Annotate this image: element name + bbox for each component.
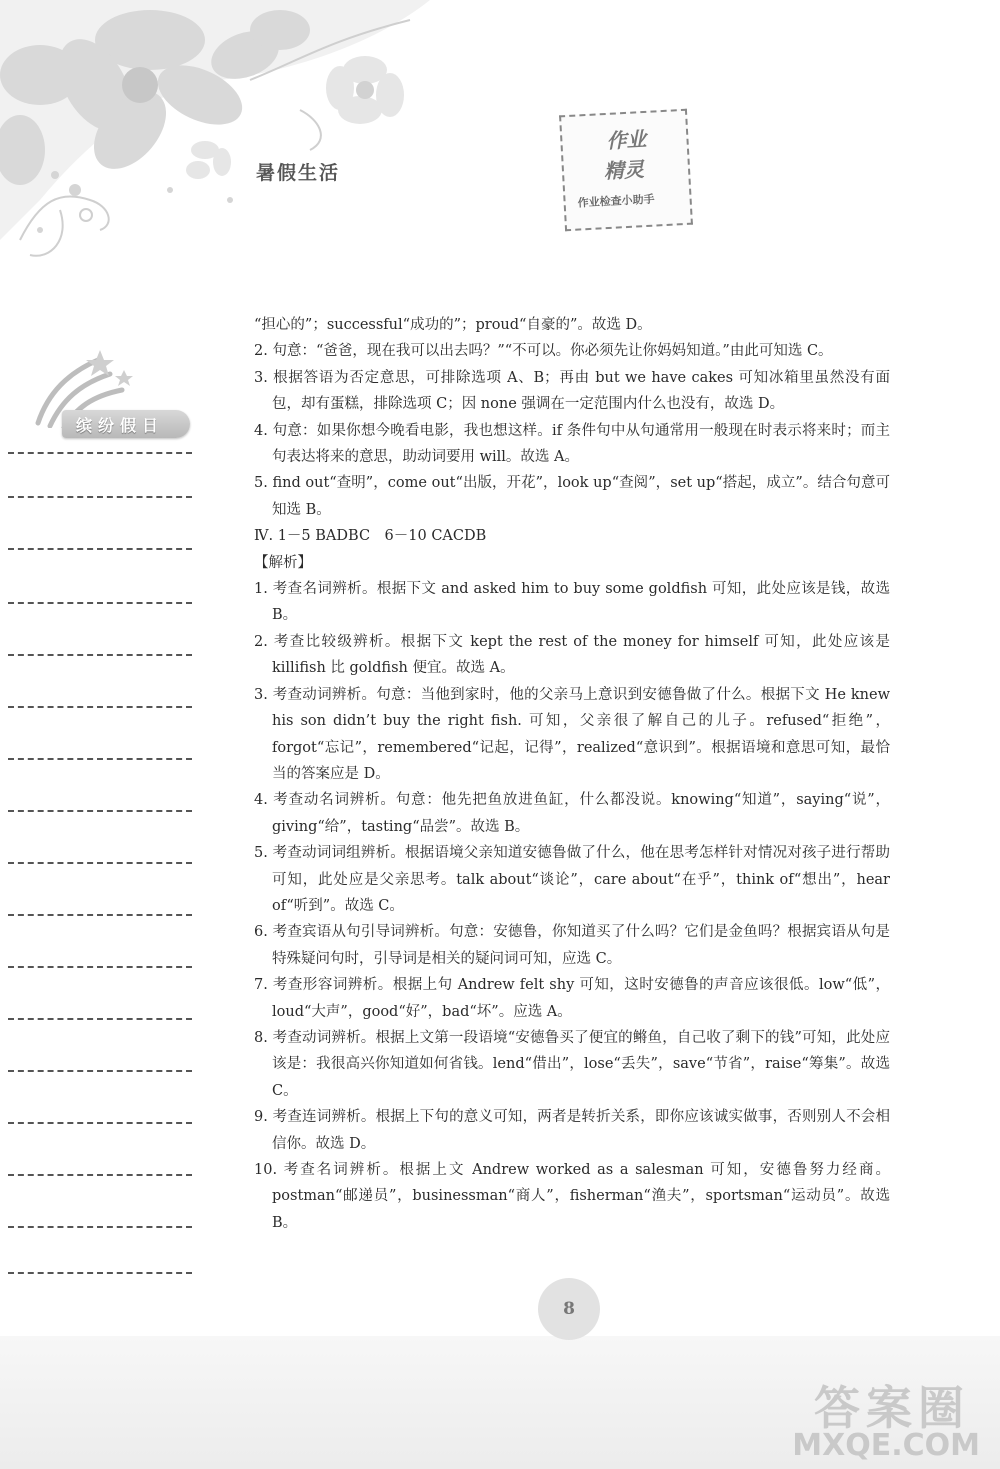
analysis-item: 8. 考查动词辨析。根据上文第一段语境“安德鲁买了便宜的鳉鱼，自己收了剩下的钱”可知，此处应该是：我很高兴你知道如何省钱。lend“借出”，lose“丢失”，save“节省”，raise“筹集”。故选 C。	[254, 1029, 890, 1099]
note-line	[8, 1226, 192, 1228]
note-line	[8, 966, 192, 968]
answer-line: “担心的”；successful“成功的”；proud“自豪的”。故选 D。	[254, 317, 652, 333]
answer-item: 2. 句意：“爸爸，现在我可以出去吗？”“不可以。你必须先让你妈妈知道。”由此可知选 C。	[254, 343, 833, 360]
note-line	[8, 1122, 192, 1124]
analysis-item: 7. 考查形容词辨析。根据上句 Andrew felt shy 可知，这时安德鲁的声音应该很低。low“低”，loud“大声”，good“好”，bad“坏”。应选 A。	[254, 977, 890, 1020]
holiday-badge	[62, 410, 190, 438]
note-line	[8, 1018, 192, 1020]
note-line	[8, 654, 192, 656]
answer-item: 3. 根据答语为否定意思，可排除选项 A、B；再由 but we have cakes 可知冰箱里虽然没有面包，却有蛋糕，排除选项 C；因 none 强调在一定范围内什么也没有，故选 D。	[254, 369, 890, 413]
note-line	[8, 452, 192, 454]
book-title: 暑假生活	[256, 162, 341, 184]
analysis-heading: 【解析】	[254, 554, 312, 571]
note-line	[8, 1174, 192, 1176]
floral-decoration	[0, 0, 1000, 300]
analysis-item: 3. 考查动词辨析。句意：当他到家时，他的父亲马上意识到安德鲁做了什么。根据下文 He knew his son didn’t buy the right fish. 可知，父亲很了解自己的儿子。refused“拒绝”，forgot“忘记”，remembered“记起，记得”，realized“意识到”。根据语境和意思可知，最恰当的答案应是 D。	[254, 686, 890, 782]
watermark-text: 答案圈	[814, 1381, 970, 1435]
note-line	[8, 862, 192, 864]
answer-content	[254, 312, 890, 1236]
analysis-item: 10. 考查名词辨析。根据上文 Andrew worked as a salesman 可知，安德鲁努力经商。postman“邮递员”，businessman“商人”，fisherman“渔夫”，sportsman“运动员”。故选 B。	[254, 1162, 890, 1231]
analysis-item: 1. 考查名词辨析。根据下文 and asked him to buy some goldfish 可知，此处应该是钱，故选 B。	[254, 581, 890, 624]
analysis-item: 2. 考查比较级辨析。根据下文 kept the rest of the money for himself 可知，此处应该是 killifish 比 goldfish 便宜。故选 A。	[254, 633, 890, 677]
note-line	[8, 914, 192, 916]
note-line	[8, 810, 192, 812]
holiday-badge-label: 缤纷假日	[76, 416, 165, 435]
note-line	[8, 602, 192, 604]
stamp-text-1: 作业	[605, 126, 648, 153]
analysis-item: 6. 考查宾语从句引导词辨析。句意：安德鲁，你知道买了什么吗？它们是金鱼吗？根据宾语从句是特殊疑问句时，引导词是相关的疑问词可知，应选 C。	[254, 924, 890, 967]
note-line	[8, 706, 192, 708]
analysis-item: 5. 考查动词词组辨析。根据语境父亲知道安德鲁做了什么，他在思考怎样针对情况对孩子进行帮助可知，此处应是父亲思考。talk about“谈论”，care about“在乎”，think of“想出”，hear of“听到”。故选 C。	[254, 845, 890, 914]
sidebar-notes	[0, 330, 200, 1290]
analysis-item: 9. 考查连词辨析。根据上下句的意义可知，两者是转折关系，即你应该诚实做事，否则别人不会相信你。故选 D。	[254, 1109, 890, 1152]
watermark-url: MXQE.COM	[792, 1428, 980, 1463]
note-line	[8, 758, 192, 760]
note-line	[8, 1070, 192, 1072]
stamp-text-2: 精灵	[603, 157, 645, 184]
note-line	[8, 1272, 192, 1274]
note-line	[8, 496, 192, 498]
stamp-text-3: 作业检查小助手	[577, 192, 655, 210]
analysis-item: 4. 考查动名词辨析。句意：他先把鱼放进鱼缸，什么都没说。knowing“知道”，saying“说”，giving“给”，tasting“品尝”。故选 B。	[254, 792, 890, 835]
answer-item: 5. find out“查明”，come out“出版，开花”，look up“查阅”，set up“搭起，成立”。结合句意可知选 B。	[254, 475, 890, 518]
stamp-logo	[559, 109, 693, 232]
note-line	[8, 548, 192, 550]
answer-item: 4. 句意：如果你想今晚看电影，我也想这样。if 条件句中从句通常用一般现在时表示将来时；而主句表达将来的意思，助动词要用 will。故选 A。	[254, 422, 890, 466]
section-answers: Ⅳ. 1－5 BADBC 6－10 CACDB	[254, 528, 487, 545]
page-number: 8	[538, 1278, 600, 1340]
